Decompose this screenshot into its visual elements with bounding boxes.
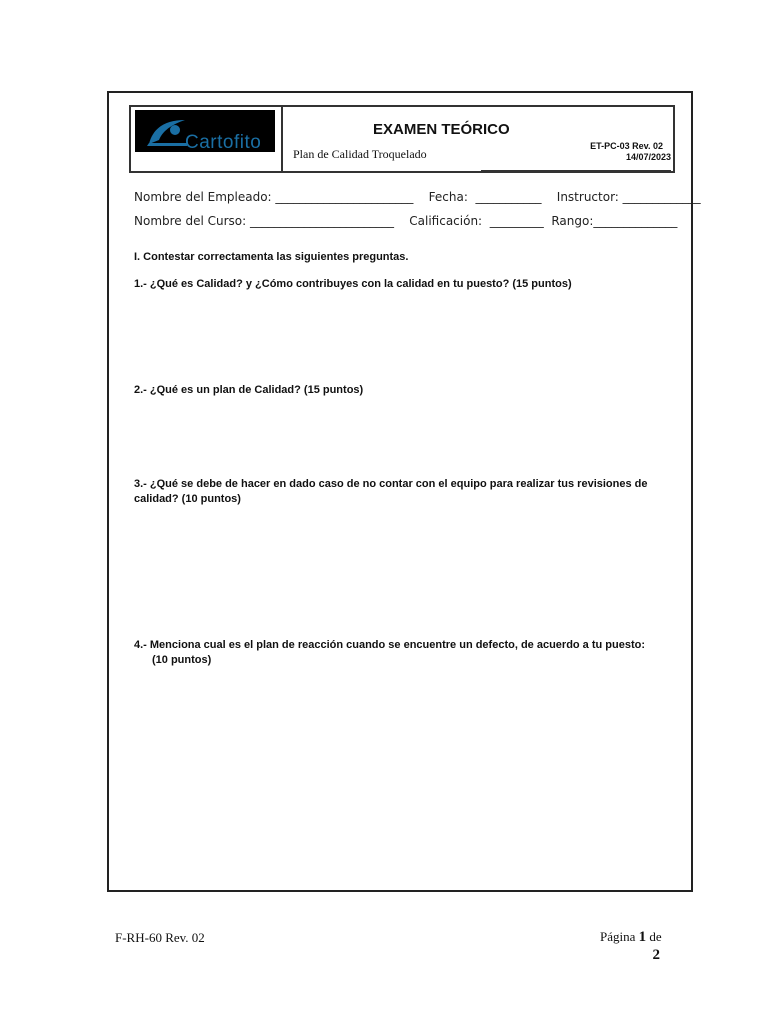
question-1: 1.- ¿Qué es Calidad? y ¿Cómo contribuyes con la calidad en tu puesto? (15 puntos)	[134, 278, 572, 290]
doc-code: ET-PC-03 Rev. 02	[590, 141, 663, 151]
exam-title: EXAMEN TEÓRICO	[373, 121, 510, 138]
logo-text: Cartofito	[185, 132, 262, 153]
swoosh-icon	[145, 116, 189, 148]
company-logo	[135, 110, 275, 152]
question-4-points: (10 puntos)	[152, 654, 212, 666]
footer-page-number	[600, 928, 670, 964]
question-2: 2.- ¿Qué es un plan de Calidad? (15 puntos)	[134, 384, 364, 396]
footer-form-code: F-RH-60 Rev. 02	[115, 930, 205, 945]
question-4	[134, 638, 674, 668]
form-row-course[interactable]: Nombre del Curso: ________________________ Calificación: _________ Rango:______________	[134, 214, 678, 228]
page-total: 2	[652, 947, 660, 963]
instructions: I. Contestar correctamenta las siguientes preguntas.	[134, 251, 409, 263]
exam-header	[129, 105, 675, 173]
page-of: de	[649, 929, 662, 944]
title-cell	[283, 107, 673, 171]
form-row-employee[interactable]: Nombre del Empleado: _______________________ Fecha: ___________ Instructor: _____________	[134, 190, 701, 204]
doc-date: 14/07/2023	[625, 152, 671, 162]
exam-frame	[107, 91, 701, 892]
page-label: Página	[600, 929, 636, 944]
question-4-text: 4.- Menciona cual es el plan de reacción cuando se encuentre un defecto, de acuerdo a tu puesto:	[134, 639, 646, 651]
page-current: 1	[638, 929, 647, 945]
header-divider	[481, 170, 671, 171]
logo-cell	[131, 107, 283, 171]
question-3: 3.- ¿Qué se debe de hacer en dado caso de no contar con el equipo para realizar tus revisiones de calidad? (10 puntos)	[134, 478, 648, 505]
plan-name: Plan de Calidad Troquelado	[293, 147, 427, 161]
